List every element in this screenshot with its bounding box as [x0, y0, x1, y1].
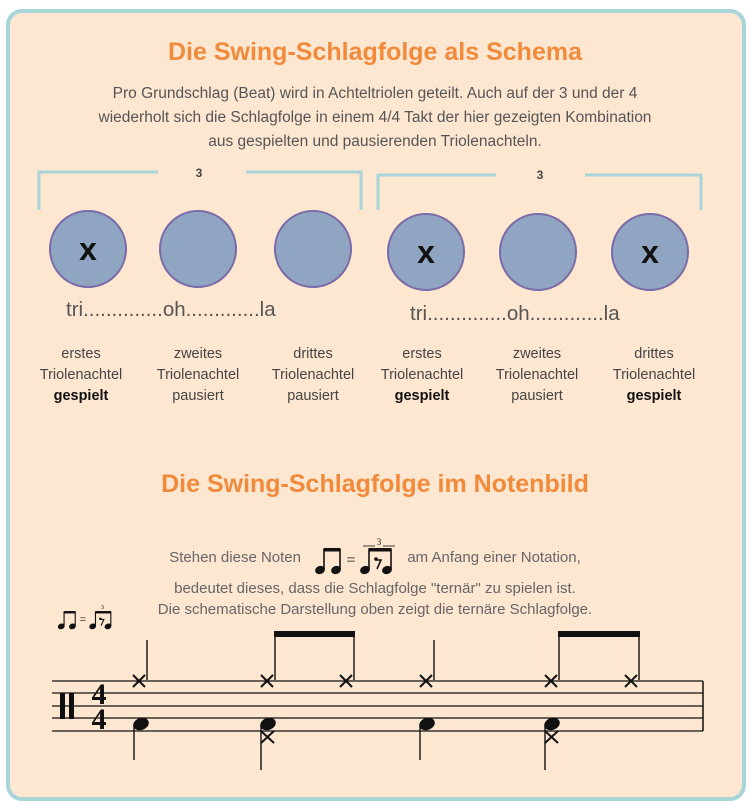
hihat-foot-note [545, 731, 558, 743]
hihat-note [420, 640, 434, 687]
eighth-beam [558, 631, 640, 637]
played-mark: x [417, 234, 435, 270]
explanation-line: bedeutet dieses, dass die Schlagfolge "ternär" zu spielen ist. [174, 580, 576, 597]
played-mark: x [79, 231, 97, 267]
desc-ordinal: zweites [512, 346, 562, 362]
schema-title: Die Swing-Schlagfolge als Schema [167, 38, 582, 66]
played-mark: x [641, 234, 659, 270]
desc-ordinal: zweites [173, 346, 223, 362]
desc-ordinal: drittes [634, 346, 674, 362]
equals-sign: = [79, 613, 87, 626]
hihat-foot-note [261, 731, 274, 743]
desc-ordinal: erstes [402, 346, 442, 362]
desc-status: pausiert [287, 388, 339, 404]
time-signature-denominator: 4 [91, 703, 107, 736]
desc-ordinal: drittes [293, 346, 333, 362]
intro-line: wiederholt sich die Schlagfolge in einem 4/4 Takt der hier gezeigten Kombination [98, 109, 652, 126]
staff-lines [52, 681, 703, 731]
tuplet-number: 3 [100, 604, 105, 611]
hihat-note [133, 640, 147, 687]
desc-status: pausiert [172, 388, 224, 404]
equals-sign: = [346, 552, 356, 569]
intro-line: Pro Grundschlag (Beat) wird in Achteltriolen geteilt. Auch auf der 3 und der 4 [112, 85, 638, 102]
tuplet-number: 3 [376, 538, 382, 547]
desc-noun: Triolenachtel [380, 367, 464, 383]
desc-status: gespielt [394, 388, 450, 404]
eighth-beam [274, 631, 355, 637]
percussion-clef [60, 693, 65, 719]
desc-status: pausiert [511, 388, 563, 404]
hihat-note [340, 633, 354, 687]
triplet-syllables: tri..............oh.............la [410, 302, 620, 325]
desc-status: gespielt [626, 388, 682, 404]
desc-status: gespielt [53, 388, 109, 404]
explanation-text: Stehen diese Noten [169, 548, 301, 566]
hihat-note [545, 633, 559, 687]
intro-line: aus gespielten und pausierenden Triolenachteln. [208, 133, 542, 150]
tuplet-number: 3 [536, 168, 544, 182]
desc-noun: Triolenachtel [612, 367, 696, 383]
tuplet-number: 3 [195, 166, 203, 180]
desc-noun: Triolenachtel [156, 367, 240, 383]
hihat-note [625, 633, 639, 687]
desc-ordinal: erstes [61, 346, 101, 362]
desc-noun: Triolenachtel [39, 367, 123, 383]
percussion-clef [69, 693, 74, 719]
desc-noun: Triolenachtel [495, 367, 579, 383]
time-signature-numerator: 4 [91, 678, 107, 711]
triplet-syllables: tri..............oh.............la [66, 298, 276, 321]
notation-title: Die Swing-Schlagfolge im Notenbild [161, 470, 589, 498]
explanation-text: am Anfang einer Notation, [407, 548, 581, 566]
explanation-line: Die schematische Darstellung oben zeigt die ternäre Schlagfolge. [157, 601, 593, 618]
hihat-note [261, 633, 275, 687]
desc-noun: Triolenachtel [271, 367, 355, 383]
